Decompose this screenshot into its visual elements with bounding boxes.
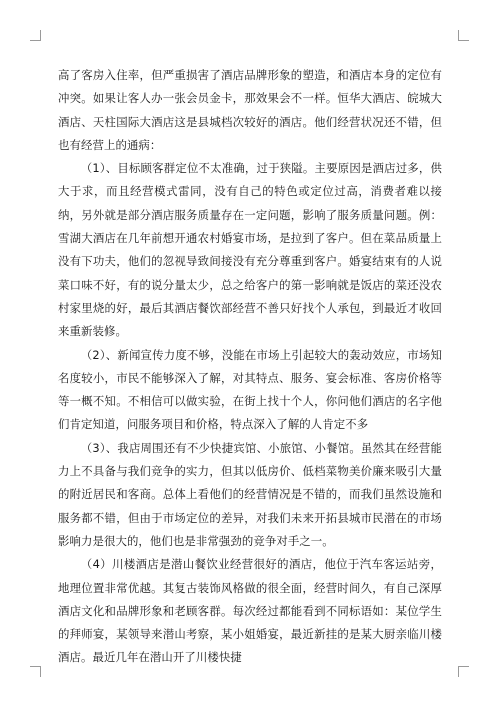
crop-mark-top-right — [458, 30, 469, 41]
paragraph-point-1: （1）、目标顾客群定位不太准确，过于狭隘。主要原因是酒店过多，供大于求，而且经营模式雷同，没有自己的特色或定位过高，消费者难以接纳，另外就是部分酒店服务质量存在一定问题，影响了服务质量问题。例：雪湖大酒店在几年前想开通农村婚宴市场，是拉到了客户。但在菜品质量上没有下功夫，他们的忽视导致间接没有充分尊重到客户。婚宴结束有的人说菜口味不好，有的说分量太少，总之给客户的第一影响就是饭店的菜还没农村家里烧的好，最后其酒店餐饮部经营不善只好找个人承包，到最近才收回来重新装修。 — [58, 161, 442, 339]
paragraph-point-2: （2）、新闻宣传力度不够，没能在市场上引起较大的轰动效应，市场知名度较小，市民不能够深入了解，对其特点、服务、宴会标准、客房价格等等一概不知。不相信可以做实验，在街上找十个人，你问他们酒店的名字他们肯定知道，问服务项目和价格，特点深入了解的人肯定不多 — [58, 347, 442, 432]
document-body — [58, 64, 442, 670]
crop-mark-bottom-left — [30, 666, 41, 677]
crop-mark-top-left — [30, 30, 41, 41]
paragraph-point-3: （3）、我店周围还有不少快捷宾馆、小旅馆、小餐馆。虽然其在经营能力上不具备与我们竞争的实力，但其以低房价、低档菜物美价廉来吸引大量的附近居民和客商。总体上看他们的经营情况是不错的，而我们虽然设施和服务都不错，但由于市场定位的差异，对我们未来开拓县城市民潜在的市场影响力是很大的，他们也是非常强劲的竞争对手之一。 — [58, 440, 442, 548]
crop-mark-bottom-right — [458, 666, 469, 677]
paragraph-point-4: （4）川楼酒店是潜山餐饮业经营很好的酒店，他位于汽车客运站旁，地理位置非常优越。其复古装饰风格做的很全面，经营时间久，有自己深厚酒店文化和品牌形象和老顾客群。每次经过都能看到不同标语如：某位学生的拜师宴，某领导来潜山考察，某小姐婚宴，最近新挂的是某大厨亲临川楼酒店。最近几年在潜山开了川楼快捷 — [58, 557, 442, 665]
paragraph-continuation: 高了客房入住率，但严重损害了酒店品牌形象的塑造，和酒店本身的定位有冲突。如果让客人办一张会员金卡，那效果会不一样。恒华大酒店、皖城大酒店、天柱国际大酒店这是县城档次较好的酒店。他们经营状况还不错，但也有经营上的通病： — [58, 68, 442, 152]
